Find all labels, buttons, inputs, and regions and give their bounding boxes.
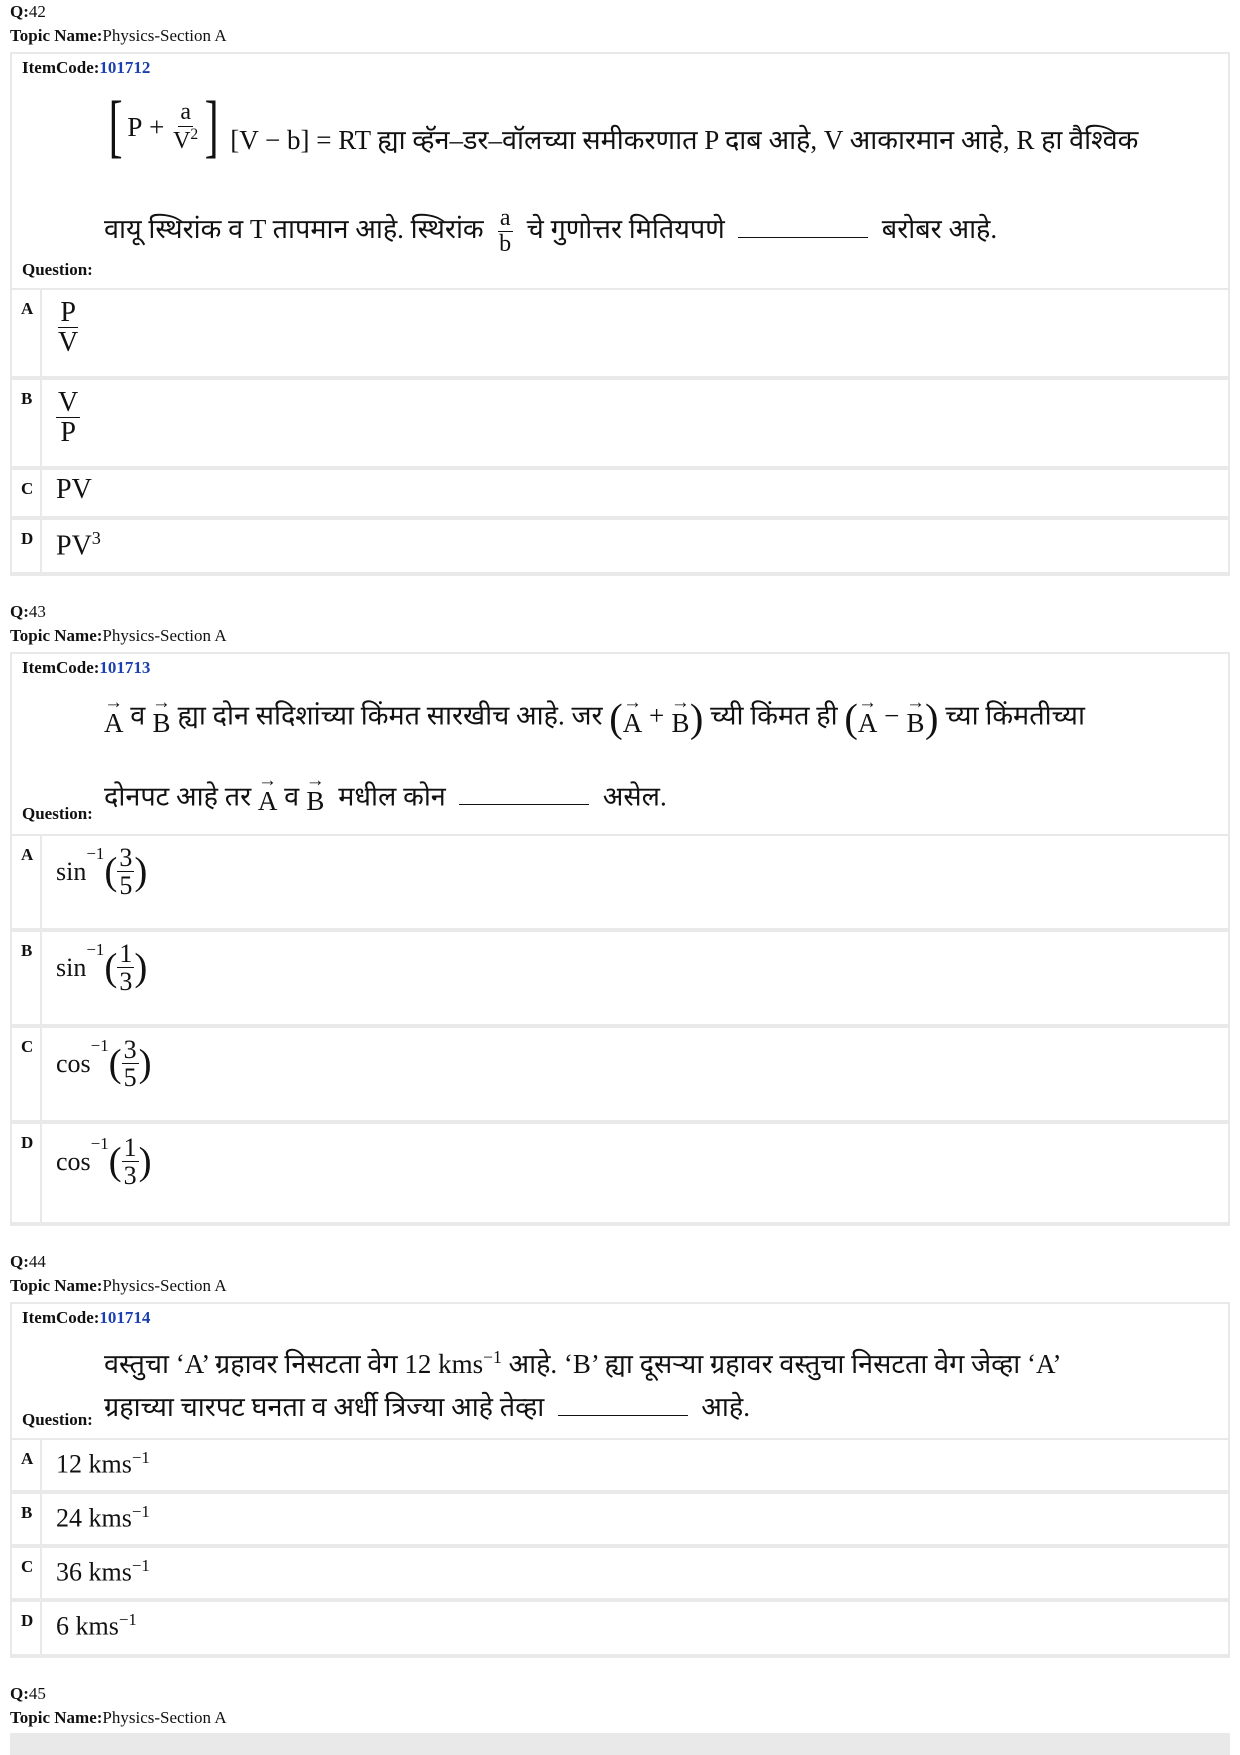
option-c[interactable] bbox=[12, 470, 1228, 516]
topic-label: Topic Name: bbox=[10, 626, 103, 645]
question-line-1: [ P + $\frac{a}{V^2}$ ] [V − b] = RT ह्या व्हॅन–डर–वॉलच्या समीकरणात P दाब आहे, V आकारमान आहे, R हा वैश्विक bbox=[108, 88, 1139, 165]
option-d[interactable]: D 6 kms$^{-1}$ bbox=[12, 1602, 1228, 1654]
option-text: PV bbox=[56, 474, 92, 505]
question-line-1: → A व → B ह्या दोन सदिशांच्या किंमत सारखीच आहे. जर ( → A + → B ) च्यी किंमत ही ( → A − → B ) च्या किंमतीच्या bbox=[104, 692, 1085, 741]
qnum-label: Q: bbox=[10, 1684, 29, 1703]
question-line-1: वस्तुचा ‘A’ ग्रहावर निसटता वेग 12 kms$^{-1}$ आहे. ‘B’ ह्या दूसऱ्या ग्रहावर वस्तुचा निसटता वेग जेव्हा ‘A’ bbox=[104, 1347, 1062, 1379]
topic-value: Physics-Section A bbox=[102, 1276, 227, 1295]
option-letter: B bbox=[21, 389, 33, 408]
option-d[interactable]: D $PV^3$ bbox=[12, 520, 1228, 572]
topic-label: Topic Name: bbox=[10, 1276, 103, 1295]
option-letter: C bbox=[21, 1037, 34, 1056]
answer-blank bbox=[459, 804, 589, 805]
question-box-45 bbox=[10, 1733, 1230, 1755]
question-header-43 bbox=[10, 600, 227, 648]
option-letter: A bbox=[21, 1449, 34, 1468]
question-line-2: दोनपट आहे तर → A व → B मधील कोन असेल. bbox=[104, 770, 667, 817]
option-d[interactable]: D cos $^{-1}$ ( $\frac{1}{3}$ ) bbox=[12, 1124, 1228, 1222]
option-letter: C bbox=[21, 479, 34, 498]
option-letter: C bbox=[21, 1557, 34, 1576]
option-b[interactable]: B 24 kms$^{-1}$ bbox=[12, 1494, 1228, 1544]
qnum-value: 43 bbox=[28, 602, 46, 621]
option-letter: B bbox=[21, 941, 33, 960]
option-letter: D bbox=[21, 529, 34, 548]
question-header-45 bbox=[10, 1682, 227, 1730]
question-header-42 bbox=[10, 0, 227, 48]
question-stem-44 bbox=[12, 1304, 1228, 1438]
item-code: ItemCode:101714 bbox=[22, 1308, 151, 1327]
qnum-label: Q: bbox=[10, 602, 29, 621]
question-label: Question: bbox=[22, 1410, 93, 1429]
question-label: Question: bbox=[22, 260, 93, 279]
question-box-44 bbox=[10, 1302, 1230, 1658]
qnum-value: 42 bbox=[28, 2, 46, 21]
answer-blank bbox=[738, 237, 868, 238]
topic-label: Topic Name: bbox=[10, 1708, 103, 1727]
option-letter: D bbox=[21, 1133, 34, 1152]
option-letter: A bbox=[21, 299, 34, 318]
question-header-44 bbox=[10, 1250, 227, 1298]
question-label: Question: bbox=[22, 804, 93, 823]
qnum-label: Q: bbox=[10, 2, 29, 21]
qnum-label: Q: bbox=[10, 1252, 29, 1271]
topic-label: Topic Name: bbox=[10, 26, 103, 45]
option-letter: D bbox=[21, 1611, 34, 1630]
question-line-2: ग्रहाच्या चारपट घनता व अर्धी त्रिज्या आहे तेव्हा आहे. bbox=[104, 1392, 750, 1422]
option-b[interactable]: B sin $^{-1}$ ( $\frac{1}{3}$ ) bbox=[12, 932, 1228, 1024]
option-a[interactable]: A $\frac{P}{V}$ bbox=[12, 290, 1228, 376]
topic-value: Physics-Section A bbox=[102, 26, 227, 45]
question-stem-42 bbox=[12, 54, 1228, 288]
question-box-42 bbox=[10, 52, 1230, 576]
question-stem-43 bbox=[12, 654, 1228, 834]
item-code: ItemCode:101713 bbox=[22, 658, 151, 677]
answer-blank bbox=[558, 1415, 688, 1416]
topic-value: Physics-Section A bbox=[102, 626, 227, 645]
topic-value: Physics-Section A bbox=[102, 1708, 227, 1727]
option-b[interactable]: B $\frac{V}{P}$ bbox=[12, 380, 1228, 466]
question-box-43 bbox=[10, 652, 1230, 1226]
option-a[interactable]: A sin $^{-1}$ ( $\frac{3}{5}$ ) bbox=[12, 836, 1228, 928]
qnum-value: 44 bbox=[28, 1252, 46, 1271]
question-line-2: वायू स्थिरांक व T तापमान आहे. स्थिरांक $\frac{a}{b}$ चे गुणोत्तर मितियपणे बरोबर आहे. bbox=[104, 205, 998, 258]
option-c[interactable]: C 36 kms$^{-1}$ bbox=[12, 1548, 1228, 1598]
option-letter: A bbox=[21, 845, 34, 864]
option-c[interactable]: C cos $^{-1}$ ( $\frac{3}{5}$ ) bbox=[12, 1028, 1228, 1120]
qnum-value: 45 bbox=[28, 1684, 46, 1703]
option-a[interactable]: A 12 kms$^{-1}$ bbox=[12, 1440, 1228, 1490]
option-letter: B bbox=[21, 1503, 33, 1522]
item-code: ItemCode:101712 bbox=[22, 58, 151, 77]
